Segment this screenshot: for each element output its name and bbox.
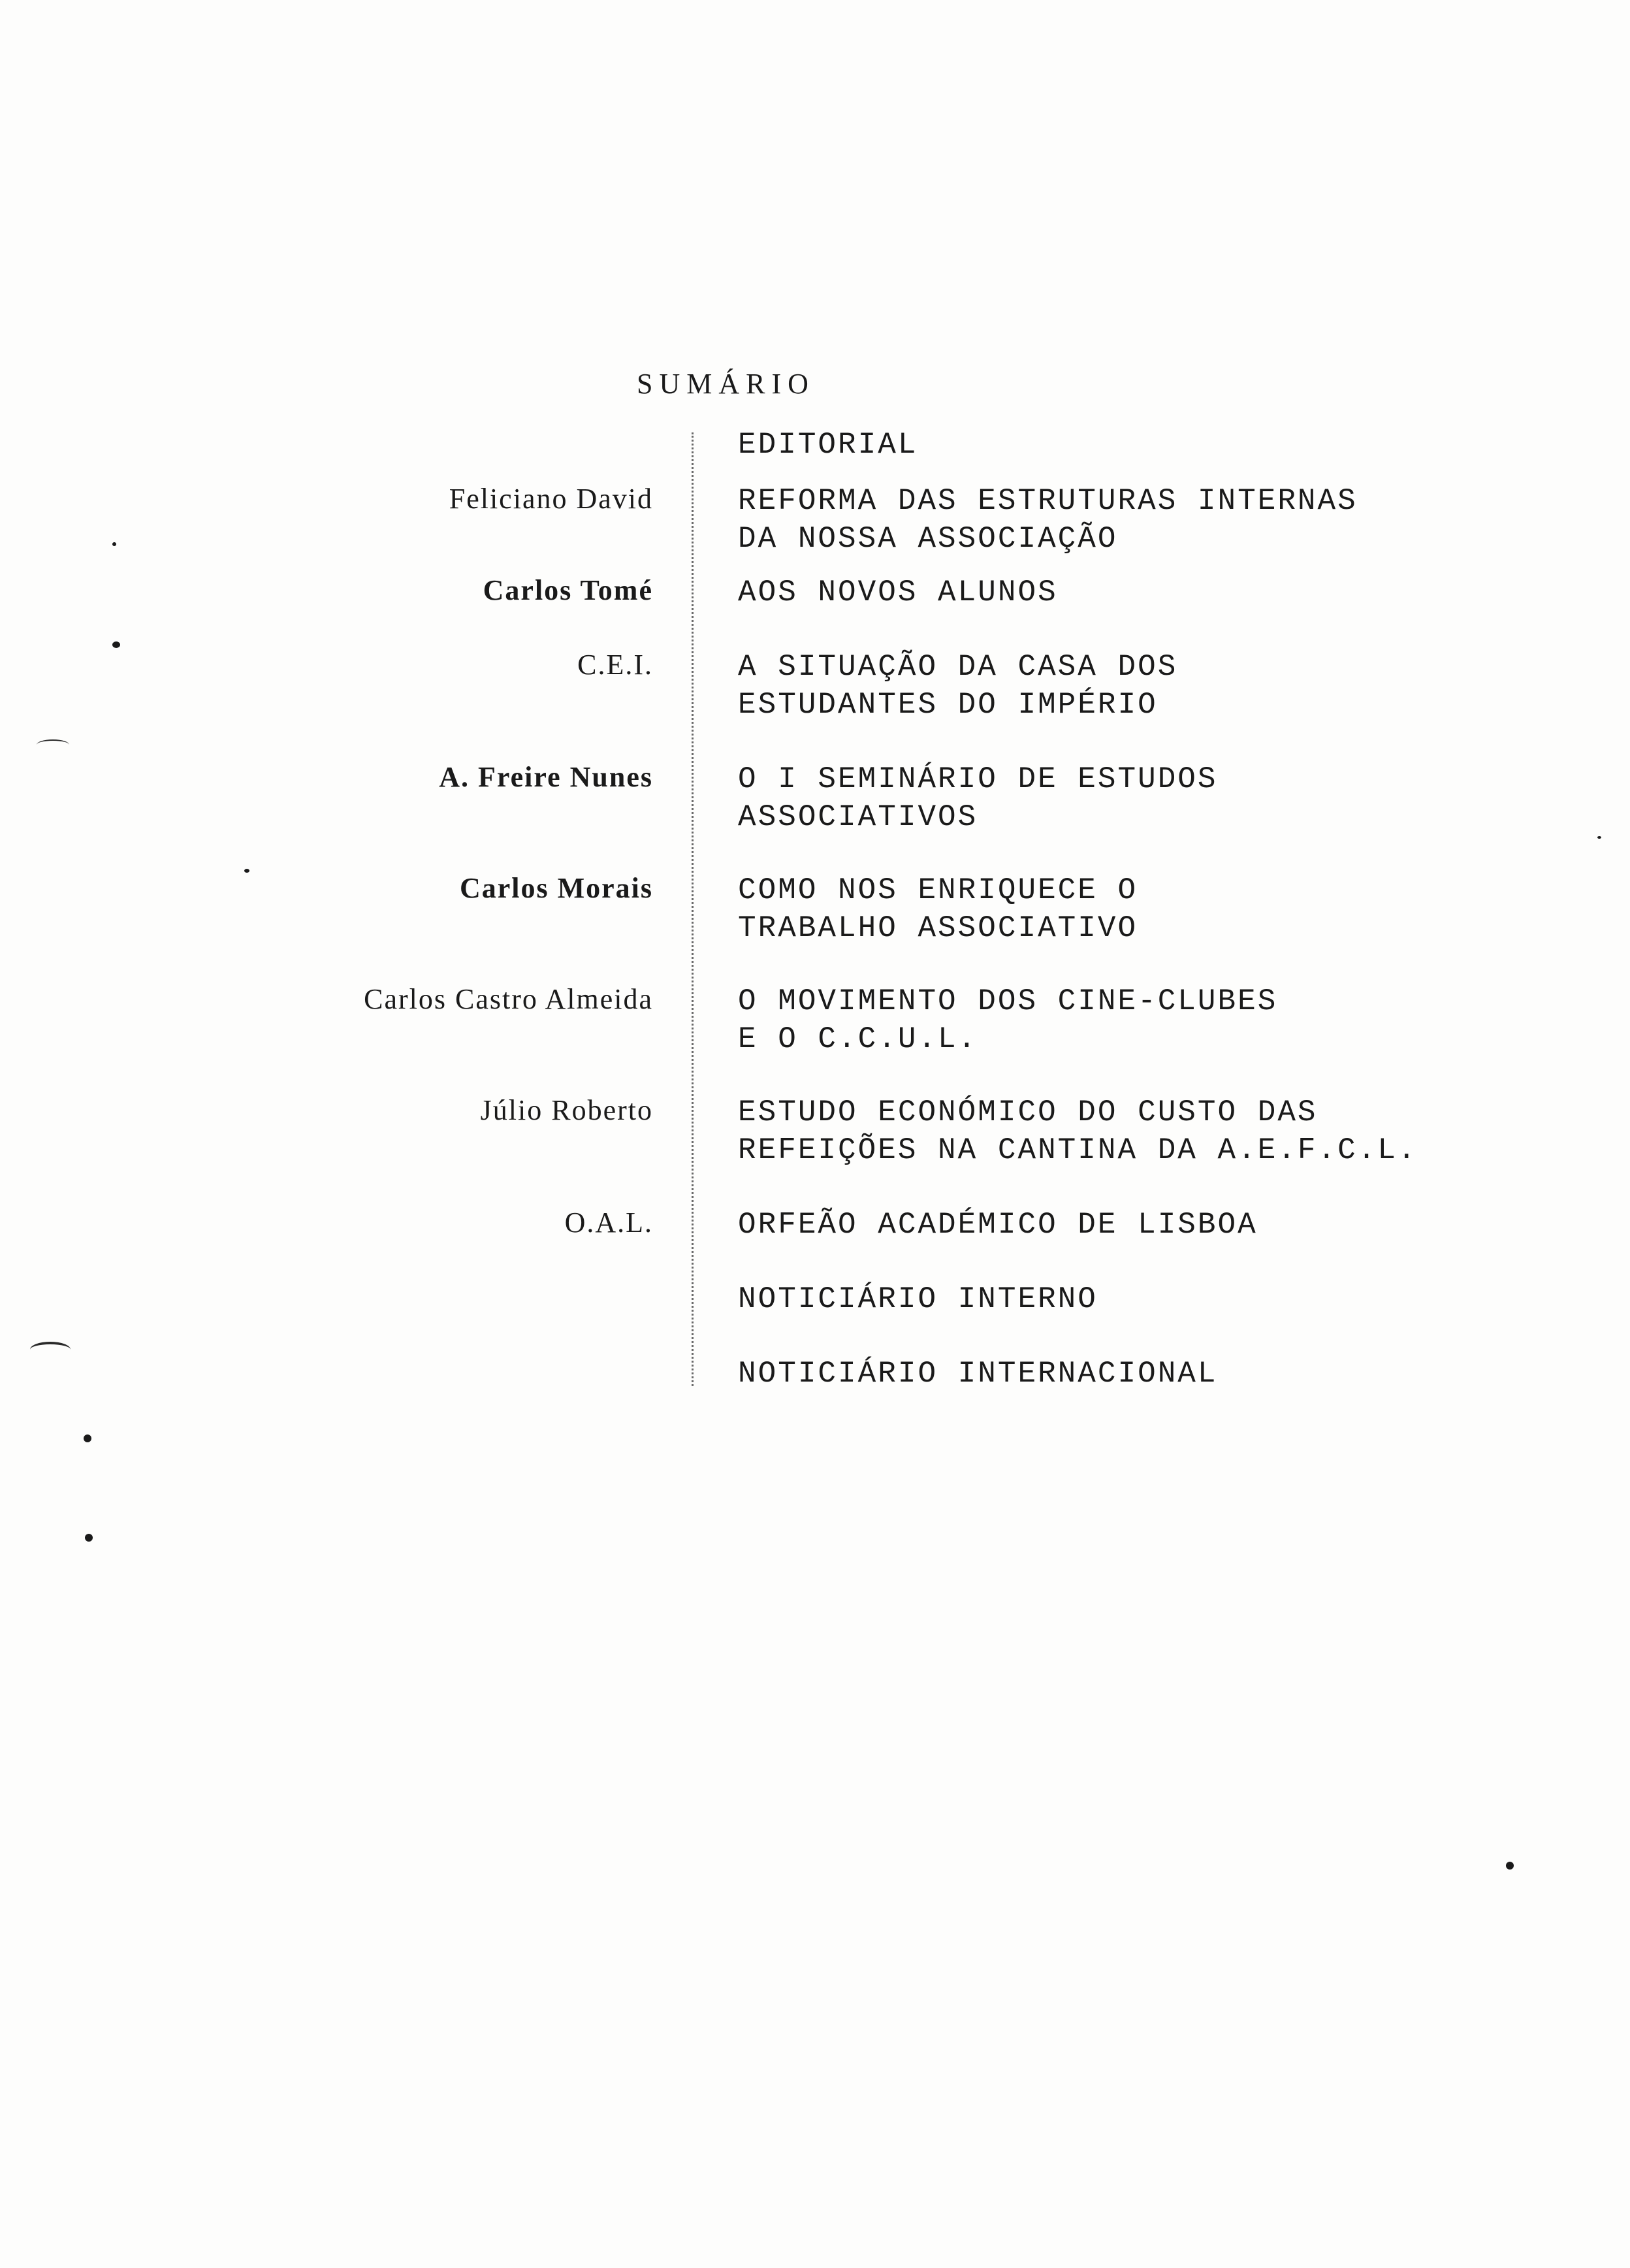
scan-speck [244, 869, 249, 873]
scan-speck [112, 641, 120, 648]
toc-article-line: A SITUAÇÃO DA CASA DOS [738, 650, 1178, 684]
toc-article-line: ESTUDO ECONÓMICO DO CUSTO DAS [738, 1095, 1318, 1129]
toc-author: C.E.I. [577, 649, 653, 681]
toc-author: A. Freire Nunes [439, 761, 653, 793]
toc-author: O.A.L. [564, 1207, 653, 1239]
toc-article-line: REFORMA DAS ESTRUTURAS INTERNAS [738, 484, 1358, 518]
toc-article-title [738, 1094, 1418, 1169]
toc-author: Carlos Tomé [483, 574, 653, 606]
toc-article-line: NOTICIÁRIO INTERNO [738, 1282, 1098, 1316]
toc-article-line: EDITORIAL [738, 428, 918, 462]
toc-article-title [738, 1206, 1258, 1244]
scan-speck [85, 1534, 93, 1542]
toc-author: Carlos Castro Almeida [364, 983, 653, 1015]
page-title: SUMÁRIO [637, 368, 815, 400]
toc-article-line: O I SEMINÁRIO DE ESTUDOS [738, 762, 1218, 796]
toc-article-title [738, 871, 1138, 947]
toc-article-title [738, 1280, 1098, 1318]
toc-author: Carlos Morais [459, 872, 653, 904]
toc-article-line: DA NOSSA ASSOCIAÇÃO [738, 522, 1118, 556]
toc-article-title [738, 426, 918, 464]
toc-article-title [738, 574, 1058, 611]
toc-article-line: TRABALHO ASSOCIATIVO [738, 911, 1138, 945]
toc-article-title [738, 648, 1177, 724]
column-divider [692, 432, 694, 1386]
toc-article-line: ASSOCIATIVOS [738, 800, 978, 834]
toc-article-title [738, 482, 1358, 558]
scan-speck [1506, 1862, 1514, 1870]
scan-mark [37, 739, 69, 750]
toc-article-line: REFEIÇÕES NA CANTINA DA A.E.F.C.L. [738, 1133, 1418, 1167]
scan-speck [84, 1434, 91, 1442]
toc-article-line: AOS NOVOS ALUNOS [738, 575, 1058, 609]
toc-article-line: COMO NOS ENRIQUECE O [738, 873, 1138, 907]
toc-article-line: ESTUDANTES DO IMPÉRIO [738, 688, 1158, 722]
scan-mark [30, 1342, 71, 1357]
toc-article-line: ORFEÃO ACADÉMICO DE LISBOA [738, 1208, 1258, 1242]
toc-article-line: O MOVIMENTO DOS CINE-CLUBES [738, 984, 1278, 1018]
toc-article-title [738, 760, 1218, 836]
toc-article-line: NOTICIÁRIO INTERNACIONAL [738, 1357, 1218, 1391]
toc-article-line: E O C.C.U.L. [738, 1022, 978, 1056]
toc-author: Júlio Roberto [480, 1094, 653, 1126]
scan-speck [1597, 836, 1601, 839]
toc-article-title [738, 1355, 1218, 1393]
toc-author: Feliciano David [449, 483, 653, 515]
scan-speck [112, 542, 116, 546]
toc-article-title [738, 982, 1277, 1058]
